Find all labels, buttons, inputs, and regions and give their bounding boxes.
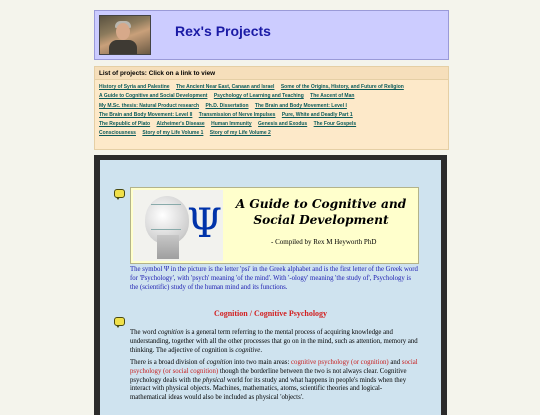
projects-link-list (95, 80, 448, 139)
psi-head-image (133, 190, 223, 261)
author-photo (99, 15, 151, 55)
social-psychology-link[interactable]: social psychology (or social cognition) (130, 359, 418, 375)
project-link-religion[interactable]: Some of the Origins, History, and Future of Religion (280, 84, 404, 90)
article-content[interactable] (100, 160, 441, 415)
project-link-syria-palestine[interactable]: History of Syria and Palestine (99, 84, 170, 90)
project-link-ancient-near-east[interactable]: The Ancient Near East, Canaan and Israel (175, 84, 275, 90)
article-title (231, 196, 411, 228)
project-link-alzheimers[interactable]: Alzheimer's Disease (156, 121, 205, 128)
project-link-pure-white-deadly[interactable]: Pure, White and Deadly Part 1 (281, 111, 353, 118)
psi-symbol: Ψ (187, 201, 223, 247)
project-link-life-vol-1[interactable]: Story of my Life Volume 1 (142, 130, 204, 137)
compiled-by: - Compiled by Rex M Heyworth PhD (271, 238, 377, 246)
project-link-life-vol-2[interactable]: Story of my Life Volume 2 (209, 130, 271, 137)
speech-bubble-icon[interactable] (114, 317, 125, 326)
cognitive-psychology-link[interactable]: cognitive psychology (or cognition) (291, 359, 389, 366)
project-link-msc-thesis[interactable]: My M.Sc. thesis: Natural Product research (99, 102, 200, 109)
project-link-brain-level-2[interactable]: The Brain and Body Movement: Level II (99, 111, 193, 118)
article-frame (94, 155, 447, 415)
article-title-line-1: A Guide to Cognitive and (235, 197, 407, 211)
project-link-genesis-exodus[interactable]: Genesis and Exodus (258, 121, 308, 128)
project-link-nerve-impulses[interactable]: Transmission of Nerve Impulses (198, 111, 276, 118)
project-link-republic-plato[interactable]: The Republic of Plato (99, 121, 151, 128)
section-title: Cognition / Cognitive Psychology (213, 309, 328, 318)
projects-heading: List of projects: Click on a link to view (95, 67, 448, 80)
article-title-line-2: Social Development (253, 213, 389, 227)
cognition-paragraph-1: The word cognition is a general term referring to the mental process of acquiring knowledge and understanding, together with all the other processes that go on in the mind, such as attention, memory and thinking. The adjective of cognition is cognitive. (130, 329, 418, 354)
project-link-brain-level-1[interactable]: The Brain and Body Movement: Level I (254, 102, 347, 109)
cognition-paragraph-2: There is a broad division of cognition into two main areas: cognitive psychology (or cognition) and social psychology (or social cognition) though the borderline between the two is not always clear. Cognitive psychology deals with the physical world for its study and what happens in people's minds when they interact with physical objects. Machines, mathematics, atoms, scientific theories and logical-mathematical ideas would also be included as physical 'objects'. (130, 359, 418, 402)
speech-bubble-icon[interactable] (114, 189, 125, 198)
site-title: Rex's Projects (175, 23, 271, 39)
project-link-learning-teaching[interactable]: Psychology of Learning and Teaching (213, 93, 304, 100)
project-link-four-gospels[interactable]: The Four Gospels (313, 121, 357, 128)
project-link-phd-dissertation[interactable]: Ph.D. Dissertation (205, 102, 249, 109)
project-link-cognitive-guide[interactable]: A Guide to Cognitive and Social Development (99, 93, 208, 100)
project-link-ascent-of-man[interactable]: The Ascent of Man (310, 93, 355, 100)
psi-intro-text: The symbol Ψ in the picture is the letter 'psi' in the Greek alphabet and is the first letter of the Greek word for 'Psychology', with 'psych' meaning 'of the mind'. With '-ology' meaning 'the study of', Psychology is the (scientific) study of the human mind and its functions. (130, 266, 418, 291)
projects-panel (94, 66, 449, 150)
site-header (94, 10, 449, 60)
article-banner (130, 187, 419, 264)
project-link-consciousness[interactable]: Consciousness (99, 130, 136, 137)
project-link-human-immunity[interactable]: Human Immunity (211, 121, 252, 128)
